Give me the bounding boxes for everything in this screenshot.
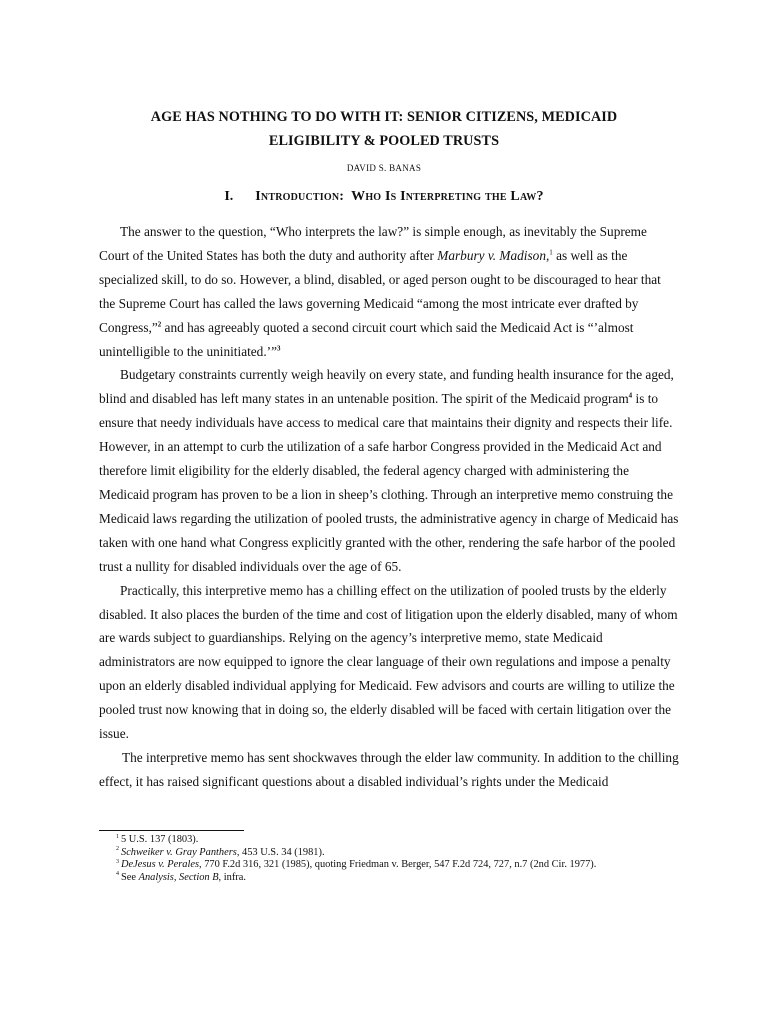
footnote-ref-4: 4 bbox=[628, 391, 633, 400]
paragraph-2-text-a: Budgetary constraints currently weigh heavily on every state, and funding health insurance for the aged, blind and disabled has left many states in an untenable position. The spirit of the Medicaid program bbox=[99, 367, 674, 407]
footnote-ref-2: 2 bbox=[157, 320, 162, 329]
footnote-1 bbox=[116, 834, 676, 847]
footnote-divider bbox=[99, 830, 244, 831]
footnote-2-number: 2 bbox=[116, 846, 119, 853]
author-name: DAVID S. BANAS bbox=[346, 163, 422, 173]
paragraph-1 bbox=[99, 220, 679, 363]
paragraph-4: The interpretive memo has sent shockwaves through the elder law community. In addition to the chilling effect, it has raised significant questions about a disabled individual’s rights under the Medicaid bbox=[99, 749, 679, 789]
footnote-4-text: , infra. bbox=[218, 871, 246, 883]
title-line-2: ELIGIBILITY & POOLED TRUSTS bbox=[268, 133, 500, 149]
body-text bbox=[99, 220, 679, 794]
footnote-4 bbox=[116, 872, 676, 885]
case-citation-marbury: Marbury v. Madison, bbox=[437, 247, 550, 263]
footnote-2-text: , 453 U.S. 34 (1981). bbox=[236, 846, 325, 858]
footnote-3-number: 3 bbox=[116, 858, 119, 865]
paragraph-2-text-b: is to ensure that needy individuals have access to medical care that maintains their dignity and respects their life. However, in an attempt to curb the utilization of a safe harbor Congress provided in the Medicaid Act and therefore limit eligibility for the elderly disabled, the federal agency charged with administering the Medicaid program has proven to be a lion in sheep’s clothing. Through an interpretive memo construing the Medicaid laws regarding the utilization of pooled trusts, the administrative agency in charge of Medicaid has taken with one hand what Congress explicitly granted with the other, rendering the safe harbor of the pooled trust a nullity for disabled individuals over the age of 65. bbox=[99, 391, 679, 574]
footnote-3 bbox=[116, 859, 676, 872]
footnote-4-number: 4 bbox=[116, 871, 119, 878]
paragraph-1-text-a: The answer to the question, “Who interprets the law?” is simple enough, as inevitably the Supreme Court of the United States has both the duty and authority after bbox=[99, 224, 647, 263]
footnote-ref-3: 3 bbox=[277, 344, 281, 353]
section-number: I. bbox=[224, 189, 234, 204]
footnote-2 bbox=[116, 847, 676, 860]
footnote-4-ref: Analysis, Section B bbox=[138, 871, 219, 883]
footnote-1-text: 5 U.S. 137 (1803). bbox=[121, 834, 199, 845]
title-line-1: AGE HAS NOTHING TO DO WITH IT: SENIOR CITIZENS, MEDICAID bbox=[150, 109, 618, 125]
section-heading bbox=[0, 189, 768, 205]
footnote-3-text: , 770 F.2d 316, 321 (1985), quoting Friedman v. Berger, 547 F.2d 724, 727, n.7 (2nd Cir. 1977). bbox=[199, 859, 597, 871]
footnote-ref-1: 1 bbox=[549, 248, 553, 257]
paragraph-2 bbox=[99, 363, 679, 578]
paragraph-1-text-b: as well as the specialized skill, to do so. However, a blind, disabled, or aged person ought to be discouraged to hear that the Supreme Court has called the laws governing Medicaid “among the most intricate ever drafted by Congress,” bbox=[99, 247, 661, 335]
paragraph-1-text-c: and has agreeably quoted a second circuit court which said the Medicaid Act is “’almost unintelligible to the uninitiated.’” bbox=[99, 319, 634, 359]
footnote-1-number: 1 bbox=[116, 833, 119, 840]
paragraph-3: Practically, this interpretive memo has a chilling effect on the utilization of pooled trusts by the elderly disabled. It also places the burden of the time and cost of litigation upon the elderly disabled, many of whom are wards subject to guardianships. Relying on the agency’s interpretive memo, state Medicaid administrators are now equipped to ignore the clear language of their own regulations and impose a penalty upon an elderly disabled individual applying for Medicaid. Few advisors and courts are willing to utilize the pooled trust now knowing that in doing so, the elderly disabled will be faced with certain litigation over the issue. bbox=[99, 582, 678, 742]
footnotes bbox=[116, 834, 676, 884]
footnote-3-case: DeJesus v. Perales bbox=[121, 859, 199, 871]
section-intro-label: Introduction: bbox=[255, 189, 345, 204]
footnote-2-case: Schweiker v. Gray Panthers bbox=[121, 846, 237, 858]
footnote-4-pre: See bbox=[121, 871, 139, 883]
section-question: Who Is Interpreting the Law? bbox=[351, 189, 544, 204]
